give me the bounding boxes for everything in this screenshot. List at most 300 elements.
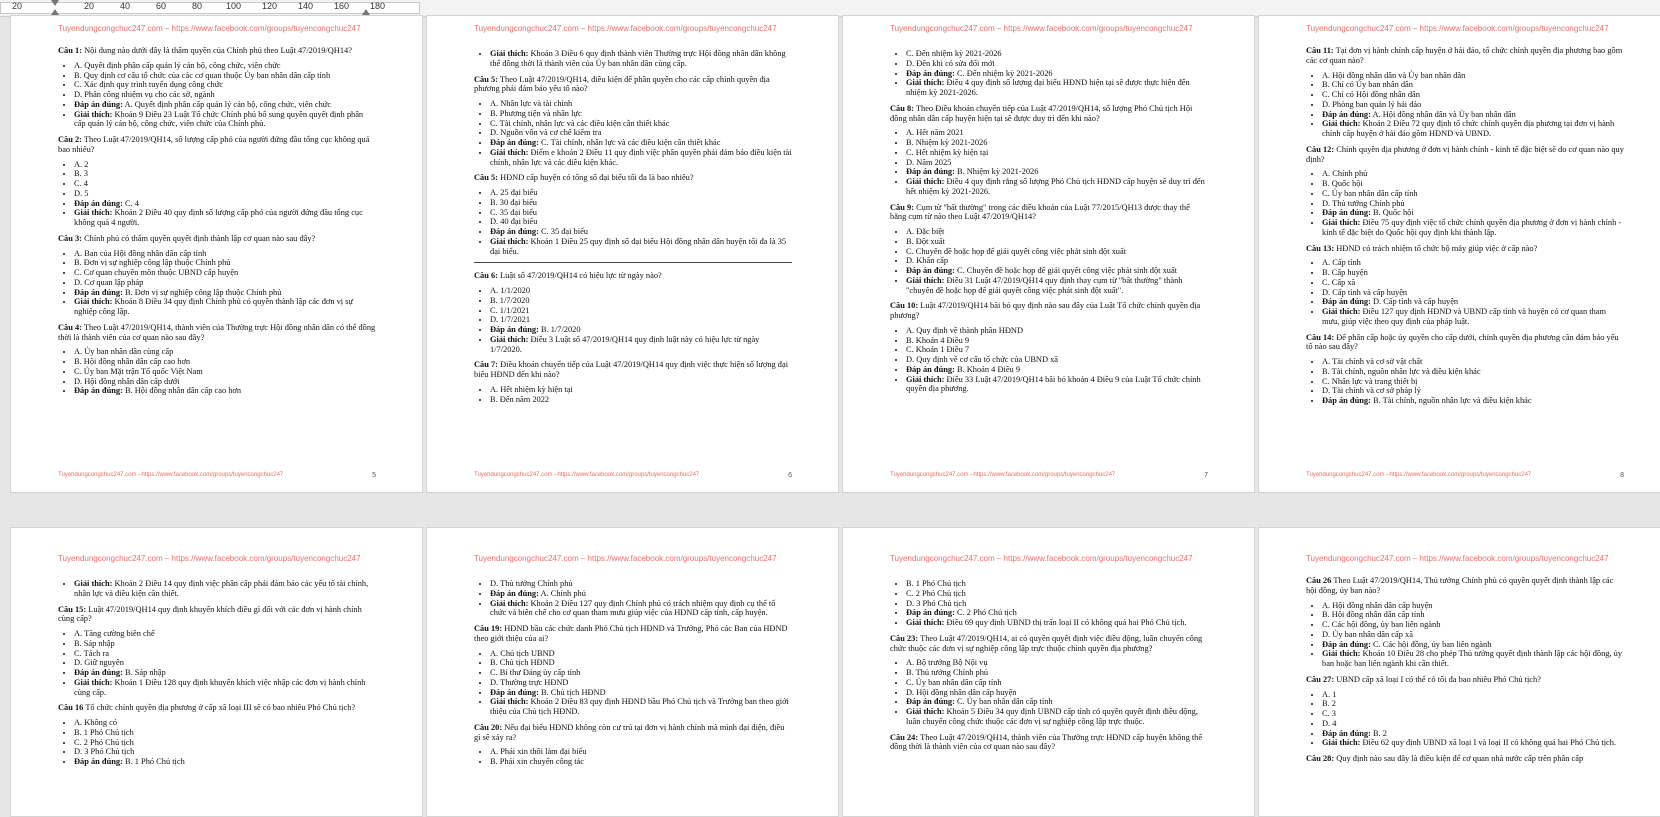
- answer-option: [1322, 690, 1624, 700]
- answer-option: [1322, 71, 1624, 81]
- item-text: B. 30 đại biểu: [490, 197, 537, 207]
- item-label: Giải thích:: [906, 618, 945, 627]
- answer-option: [906, 49, 1208, 59]
- answer-explanation-item: [490, 227, 792, 237]
- item-text: Điểm e khoản 2 Điều 11 quy định việc phân quyền phải đảm bảo điều kiện tài chính, nhân lực và các điều kiện khác.: [490, 147, 792, 167]
- answer-option: [906, 688, 1208, 698]
- question-text: [1306, 46, 1624, 66]
- question-stem: Theo Điều khoản chuyển tiếp của Luật 47/2019/QH14, số lượng Phó Chủ tịch Hội đồng nhân dân cấp huyện hiện tại sẽ được duy trì đến khi nào?: [890, 103, 1193, 123]
- question-text: [58, 323, 376, 343]
- answer-explanation-item: [1322, 649, 1624, 669]
- answer-option: [490, 296, 792, 306]
- item-label: Giải thích:: [1322, 307, 1361, 316]
- answer-option: [906, 336, 1208, 346]
- question-stem: Theo Luật 47/2019/QH14, thành viên của Thường trực Hội đồng nhân dân có thể đồng thời là thành viên của cơ quan nào sau đây?: [58, 322, 376, 342]
- answer-option: [1322, 357, 1624, 367]
- item-text: B. Phương tiện và nhân lực: [490, 108, 582, 118]
- answer-option: [74, 629, 376, 639]
- question-number: Câu 10:: [890, 301, 919, 311]
- item-text: D. Hội đồng nhân dân cấp dưới: [74, 376, 180, 386]
- item-text: Khoản 3 Điều 6 quy định thành viên Thường trực Hội đồng nhân dân không thể đồng thời là thành viên của Ủy ban nhân dân cùng cấp.: [490, 49, 786, 68]
- item-label: Giải thích:: [74, 579, 113, 588]
- answer-option: [74, 747, 376, 757]
- question-number: Câu 8:: [890, 103, 914, 113]
- answer-option: [74, 639, 376, 649]
- answer-option: [490, 217, 792, 227]
- item-text: Điều 127 quy định HĐND và UBND cấp tỉnh và huyện có cơ quan tham mưu, giúp việc theo quy định của pháp luật.: [1322, 307, 1607, 326]
- ruler-label: 100: [226, 1, 242, 11]
- answer-explanation-item: [490, 237, 792, 257]
- item-text: C. 35 đại biểu: [538, 227, 588, 236]
- item-text: A. Nhân lực và tài chính: [490, 99, 573, 108]
- page-body: [890, 576, 1208, 757]
- item-text: B. Đến năm 2022: [490, 394, 550, 404]
- answer-option: [490, 286, 792, 296]
- answer-option: [490, 385, 792, 395]
- answer-option: [74, 357, 376, 367]
- question-stem: Theo Luật 47/2019/QH14, điều kiện để phân quyền cho các cấp chính quyền địa phương phải đảm bảo yếu tố nào?: [474, 74, 770, 94]
- answer-explanation-item: [1322, 738, 1624, 748]
- page-number: 7: [1204, 472, 1208, 479]
- question-text: [474, 173, 792, 183]
- item-text: B. 3: [74, 169, 88, 179]
- answer-option: [906, 138, 1208, 148]
- item-text: C. Khoản 1 Điều 7: [906, 345, 970, 355]
- item-label: Giải thích:: [490, 598, 529, 608]
- question-stem: Theo Luật 47/2019/QH14, thành viên của Thường trực HĐND cấp huyện không thể đồng thời là thành viên của cơ quan nào sau đây?: [890, 732, 1203, 752]
- ruler-label: 40: [120, 1, 131, 11]
- answer-option: [1322, 386, 1624, 396]
- item-label: Giải thích:: [906, 374, 945, 384]
- item-label: Giải thích:: [490, 147, 529, 157]
- answer-explanation-item: [490, 138, 792, 148]
- item-text: C. Xác định quy trình tuyển dụng công chức: [74, 80, 223, 90]
- item-text: C. Các hội đồng, ủy ban liên ngành: [1322, 620, 1441, 629]
- item-text: Điều 4 quy định số lượng đại biểu HĐND hiện tại sẽ được thực hiện đến nhiệm kỳ 2021-2026.: [906, 78, 1190, 97]
- question-number: Câu 11:: [1306, 46, 1334, 55]
- item-text: D. Thường trực HĐND: [490, 677, 569, 687]
- item-text: D. Tài chính và cơ sở pháp lý: [1322, 386, 1421, 396]
- item-label: Đáp án đúng:: [74, 99, 123, 109]
- answer-list: [58, 347, 376, 396]
- question-text: [474, 75, 792, 95]
- page-number: 8: [1620, 472, 1624, 479]
- first-line-indent-marker[interactable]: [51, 0, 59, 6]
- answer-option: [1322, 630, 1624, 640]
- answer-option: [490, 395, 792, 405]
- answer-option: [490, 658, 792, 668]
- question-text: [890, 203, 1208, 223]
- question-stem: HĐND cấp huyện có tổng số đại biểu tối đa là bao nhiêu?: [497, 173, 694, 183]
- question-text: [474, 723, 792, 743]
- answer-option: [1322, 709, 1624, 719]
- answer-explanation-item: [490, 49, 792, 69]
- item-text: C. 2 Phó Chủ tịch: [74, 737, 134, 747]
- answer-option: [1322, 377, 1624, 387]
- answer-explanation-item: [74, 386, 376, 396]
- item-text: B. Cấp huyện: [1322, 268, 1368, 277]
- answer-list: [474, 649, 792, 717]
- page-number: 6: [788, 472, 792, 479]
- answer-option: [906, 579, 1208, 589]
- answer-option: [490, 109, 792, 119]
- item-label: Đáp án đúng:: [1322, 639, 1371, 649]
- item-label: Đáp án đúng:: [906, 266, 955, 275]
- question-number: Câu 16: [58, 703, 84, 713]
- question-number: Câu 19:: [474, 624, 503, 633]
- item-text: C. Chuyên đề hoặc họp để giải quyết công việc phát sinh đột xuất: [906, 246, 1127, 256]
- answer-list: [58, 579, 376, 599]
- answer-option: [74, 377, 376, 387]
- answer-option: [906, 658, 1208, 668]
- ruler-label: 180: [370, 1, 386, 11]
- item-text: C. 1/1/2021: [490, 305, 530, 315]
- item-label: Đáp án đúng:: [490, 325, 539, 334]
- item-text: B. 1 Phó Chủ tịch: [906, 579, 966, 588]
- answer-explanation-item: [1322, 218, 1624, 238]
- question-stem: HĐND có trách nhiệm tổ chức bộ máy giúp việc ở cấp nào?: [1334, 243, 1538, 253]
- item-text: C. Chuyên đề hoặc họp để giải quyết công việc phát sinh đột xuất: [954, 266, 1178, 275]
- question-number: Câu 7:: [474, 360, 498, 370]
- question-stem: Luật số 47/2019/QH14 có hiệu lực từ ngày nào?: [497, 271, 662, 281]
- question-text: [890, 634, 1208, 654]
- item-text: D. Phân công nhiệm vụ cho các sở, ngành: [74, 90, 215, 99]
- item-text: D. Ủy ban nhân dân cấp xã: [1322, 629, 1413, 639]
- item-text: D. Cấp tỉnh và cấp huyện: [1322, 287, 1408, 297]
- answer-list: [58, 160, 376, 228]
- answer-explanation-item: [906, 78, 1208, 98]
- item-text: A. Quyết định phân cấp quản lý cán bộ, công chức, viên chức: [122, 99, 332, 109]
- question-number: Câu 3:: [58, 233, 82, 243]
- item-text: B. Đột xuất: [906, 236, 945, 246]
- item-label: Đáp án đúng:: [906, 697, 955, 707]
- question-text: [1306, 754, 1624, 764]
- answer-explanation-item: [906, 266, 1208, 276]
- item-text: D. 3 Phó Chủ tịch: [74, 747, 135, 757]
- question-text: [58, 234, 376, 244]
- question-stem: HĐND bầu các chức danh Phó Chủ tịch HĐND và Trưởng, Phó các Ban của HĐND theo giới thiệu của ai?: [474, 624, 788, 643]
- answer-explanation-item: [490, 688, 792, 698]
- item-text: B. Hội đồng nhân dân cấp tỉnh: [1322, 610, 1425, 620]
- item-text: A. Tài chính và cơ sở vật chất: [1322, 357, 1423, 366]
- item-text: D. Thủ tướng Chính phủ: [1322, 198, 1405, 208]
- item-label: Giải thích:: [490, 236, 529, 246]
- page-number: 5: [372, 472, 376, 479]
- item-text: B. 2: [1322, 699, 1336, 709]
- question-stem: Để phân cấp hoặc ủy quyền cho cấp dưới, chính quyền địa phương cần đảm bảo yếu tố nào sau đây?: [1306, 332, 1619, 352]
- answer-list: [1306, 169, 1624, 237]
- item-text: A. 1/1/2020: [490, 286, 531, 295]
- answer-list: [58, 61, 376, 129]
- question-text: [890, 104, 1208, 124]
- answer-option: [906, 599, 1208, 609]
- item-text: Khoản 2 Điều 40 quy định số lượng cấp phó của người đứng đầu tổng cục không quá 4 người.: [74, 208, 363, 227]
- answer-explanation-item: [906, 177, 1208, 197]
- answer-list: [474, 579, 792, 618]
- answer-explanation-item: [1322, 119, 1624, 139]
- answer-option: [74, 738, 376, 748]
- page-body: [474, 576, 792, 773]
- question-number: Câu 5:: [474, 173, 498, 183]
- answer-explanation-item: [906, 618, 1208, 628]
- answer-explanation-item: [74, 757, 376, 767]
- answer-explanation-item: [74, 668, 376, 678]
- item-text: A. Chủ tịch UBND: [490, 648, 555, 658]
- question-text: [1306, 244, 1624, 254]
- page-footer: [1306, 472, 1624, 478]
- question-stem: Điều khoản chuyển tiếp của Luật 47/2019/QH14 quy định việc thực hiện số lượng đại biểu HĐND đến khi nào?: [474, 360, 789, 379]
- question-stem: Luật 47/2019/QH14 quy định khuyến khích điều gì đối với các đơn vị hành chính cùng cấp?: [58, 604, 362, 624]
- item-text: C. Đến nhiệm kỳ 2021-2026: [954, 68, 1053, 78]
- answer-explanation-item: [490, 599, 792, 619]
- item-label: Đáp án đúng:: [74, 287, 123, 297]
- answer-list: [474, 49, 792, 69]
- item-label: Giải thích:: [74, 208, 113, 218]
- item-text: D. Đến khi có sửa đổi mới: [906, 58, 995, 68]
- item-text: B. Khoản 4 Điều 9: [954, 364, 1021, 374]
- item-label: Đáp án đúng:: [490, 227, 539, 236]
- answer-option: [906, 158, 1208, 168]
- question-number: Câu 27:: [1306, 674, 1335, 684]
- item-label: Giải thích:: [74, 109, 113, 119]
- item-text: D. Năm 2025: [906, 157, 952, 167]
- item-text: D. 5: [74, 188, 89, 198]
- page-header: Tuyendungcongchuc247.com – https://www.facebook.com/groups/tuyencongchuc247: [474, 554, 777, 563]
- page-body: [1306, 46, 1624, 412]
- answer-option: [1322, 699, 1624, 709]
- document-page: [426, 15, 839, 493]
- item-text: A. 2: [74, 159, 89, 169]
- question-number: Câu 26: [1306, 576, 1332, 585]
- answer-option: [906, 237, 1208, 247]
- ruler-label: 140: [298, 1, 314, 11]
- answer-option: [906, 326, 1208, 336]
- item-text: D. Nguồn vốn và cơ chế kiểm tra: [490, 128, 602, 138]
- item-text: C. 2 Phó Chủ tịch: [906, 588, 966, 598]
- item-text: Khoản 5 Điều 34 quy định UBND cấp tỉnh có quyền quyết định điều động, luân chuyển công chức thuộc các đơn vị sự nghiệp công lập trực thuộc.: [906, 707, 1198, 726]
- page-body: [474, 46, 792, 410]
- question-stem: Chính quyền địa phương ở đơn vị hành chính - kinh tế đặc biệt sẽ do cơ quan nào quy định?: [1306, 144, 1624, 164]
- question-number: Câu 14:: [1306, 332, 1335, 342]
- footer-link: Tuyendungcongchuc247.com –https://www.facebook.com/groups/tuyencongchuc247: [58, 472, 284, 478]
- answer-option: [490, 757, 792, 767]
- question-stem: Theo Luật 47/2019/QH14, Thủ tướng Chính phủ có quyền quyết định thành lập các hội đồng, ủy ban nào?: [1306, 576, 1614, 595]
- item-label: Giải thích:: [906, 707, 945, 716]
- item-text: C. 3: [1322, 709, 1336, 718]
- item-text: B. Nhiệm kỳ 2021-2026: [906, 138, 988, 147]
- item-text: A. Đặc biệt: [906, 227, 945, 236]
- document-page: [842, 527, 1255, 817]
- answer-option: [1322, 601, 1624, 611]
- item-text: B. 1/7/2020: [490, 295, 530, 305]
- item-text: Điều 3 Luật số 47/2019/QH14 quy định luật này có hiệu lực từ ngày 1/7/2020.: [490, 334, 760, 354]
- item-label: Giải thích:: [74, 677, 113, 687]
- answer-option: [1322, 189, 1624, 199]
- item-label: Giải thích:: [1322, 649, 1361, 659]
- answer-option: [1322, 258, 1624, 268]
- answer-explanation-item: [74, 110, 376, 130]
- answer-explanation-item: [906, 707, 1208, 727]
- item-text: B. Chủ tịch HĐND: [490, 658, 555, 668]
- answer-option: [906, 148, 1208, 158]
- page-body: [890, 46, 1208, 400]
- answer-explanation-item: [906, 608, 1208, 618]
- item-text: Điều 31 Luật 47/2019/QH14 quy định thay cụm từ "bất thường" thành "chuyên đề hoặc họp để giải quyết công việc phát sinh đột xuất".: [906, 275, 1183, 295]
- item-text: Khoản 1 Điều 128 quy định khuyến khích việc nhập các đơn vị hành chính cùng cấp.: [74, 677, 366, 697]
- answer-option: [1322, 620, 1624, 630]
- item-label: Đáp án đúng:: [1322, 109, 1371, 119]
- question-number: Câu 24:: [890, 732, 919, 742]
- answer-option: [1322, 169, 1624, 179]
- item-text: Điều 69 quy định UBND thị trấn loại II có không quá hai Phó Chủ tịch.: [944, 618, 1187, 627]
- item-text: A. Hết nhiệm kỳ hiện tại: [490, 384, 573, 394]
- document-page: [1258, 15, 1660, 493]
- item-label: Giải thích:: [906, 78, 945, 88]
- answer-explanation-item: [74, 678, 376, 698]
- answer-option: [906, 256, 1208, 266]
- answer-explanation-item: [74, 100, 376, 110]
- answer-option: [74, 71, 376, 81]
- question-number: Câu 15:: [58, 604, 87, 614]
- item-text: Khoản 2 Điều 127 quy định Chính phủ có trách nhiệm quy định cụ thể tổ chức và biên chế cho cơ quan tham mưu giúp việc của HĐND cấp tỉnh, cấp huyện.: [490, 598, 776, 618]
- page-header: Tuyendungcongchuc247.com – https://www.facebook.com/groups/tuyencongchuc247: [474, 24, 777, 33]
- question-stem: UBND cấp xã loại I có thể có tối đa bao nhiêu Phó Chủ tịch?: [1334, 674, 1541, 684]
- answer-option: [74, 658, 376, 668]
- item-text: D. 40 đại biểu: [490, 217, 538, 227]
- answer-option: [490, 208, 792, 218]
- answer-option: [490, 747, 792, 757]
- item-text: B. Nhiệm kỳ 2021-2026: [954, 167, 1039, 177]
- item-text: Điều 62 quy định UBND xã loại I và loại II có không quá hai Phó Chủ tịch.: [1360, 738, 1617, 748]
- item-text: C. Nhân lực và trang thiết bị: [1322, 376, 1418, 386]
- question-number: Câu 5:: [474, 74, 498, 84]
- document-page: [842, 15, 1255, 493]
- page-header: Tuyendungcongchuc247.com – https://www.facebook.com/groups/tuyencongchuc247: [890, 554, 1193, 563]
- ruler-label: 80: [192, 1, 203, 11]
- item-label: Đáp án đúng:: [74, 668, 123, 677]
- answer-list: [1306, 690, 1624, 749]
- item-label: Đáp án đúng:: [74, 386, 123, 396]
- answer-option: [490, 579, 792, 589]
- answer-list: [58, 629, 376, 697]
- page-footer: [58, 472, 376, 478]
- answer-list: [58, 249, 376, 317]
- item-text: C. 35 đại biểu: [490, 207, 537, 217]
- item-text: C. Tách ra: [74, 648, 109, 658]
- answer-option: [906, 59, 1208, 69]
- page-header: Tuyendungcongchuc247.com – https://www.facebook.com/groups/tuyencongchuc247: [1306, 24, 1609, 33]
- item-label: Đáp án đúng:: [490, 588, 539, 598]
- item-text: B. Quy định cơ cấu tổ chức của các cơ quan thuộc Ủy ban nhân dân cấp tỉnh: [74, 70, 331, 80]
- item-text: C. Tài chính, nhân lực và các điều kiện cần thiết khác: [538, 138, 721, 147]
- item-text: C. Ủy ban nhân dân cấp tỉnh: [954, 697, 1053, 707]
- answer-list: [474, 286, 792, 354]
- question-text: [1306, 675, 1624, 685]
- answer-explanation-item: [906, 375, 1208, 395]
- item-text: B. Quốc hội: [1322, 179, 1363, 188]
- item-text: C. 2 Phó Chủ tịch: [954, 608, 1017, 618]
- question-text: [1306, 145, 1624, 165]
- item-text: C. Các hội đồng, ủy ban liên ngành: [1370, 639, 1492, 649]
- question-number: Câu 9:: [890, 202, 914, 212]
- answer-option: [74, 258, 376, 268]
- answer-option: [74, 347, 376, 357]
- answer-list: [58, 718, 376, 767]
- item-text: A. Chính phủ: [1322, 169, 1368, 179]
- item-text: A. Ủy ban nhân dân cùng cấp: [74, 347, 174, 357]
- item-text: B. Hội đồng nhân dân cấp cao hơn: [74, 357, 191, 366]
- answer-option: [74, 718, 376, 728]
- answer-option: [1322, 719, 1624, 729]
- question-stem: Chính phủ có thẩm quyền quyết định thành lập cơ quan nào sau đây?: [81, 233, 316, 243]
- answer-option: [490, 198, 792, 208]
- item-text: A. Hội đồng nhân dân cấp huyện: [1322, 600, 1433, 610]
- question-text: [474, 271, 792, 281]
- answer-list: [890, 49, 1208, 98]
- answer-option: [1322, 610, 1624, 620]
- item-text: C. Bí thư Đảng ủy cấp tỉnh: [490, 668, 581, 677]
- item-text: C. Chỉ có Hội đồng nhân dân: [1322, 90, 1420, 99]
- answer-list: [474, 99, 792, 167]
- question-text: [890, 733, 1208, 753]
- question-text: [890, 301, 1208, 321]
- answer-option: [490, 128, 792, 138]
- item-text: B. Thủ tướng Chính phủ: [906, 668, 989, 677]
- page-body: [58, 576, 376, 773]
- question-stem: Tại đơn vị hành chính cấp huyện ở hải đảo, tổ chức chính quyền địa phương bao gồm các cơ quan nào?: [1306, 46, 1623, 65]
- answer-list: [890, 579, 1208, 628]
- answer-list: [1306, 71, 1624, 139]
- question-text: [474, 360, 792, 380]
- item-text: Khoản 2 Điều 83 quy định HĐND bầu Phó Chủ tịch và Trưởng ban theo giới thiệu của Chủ tịch HĐND.: [490, 697, 789, 716]
- item-text: B. Tài chính, nguồn nhân lực và điều kiện khác: [1322, 366, 1481, 376]
- document-page: [10, 527, 423, 817]
- item-label: Đáp án đúng:: [906, 167, 955, 177]
- item-text: D. 4: [1322, 718, 1337, 728]
- page-body: [58, 46, 376, 402]
- item-text: C. Hết nhiệm kỳ hiện tại: [906, 147, 989, 157]
- item-text: Khoản 9 Điều 23 Luật Tổ chức Chính phủ bổ sung quyền quyết định phân cấp quản lý cán bộ, công chức, viên chức của Chính phủ.: [74, 109, 364, 129]
- item-label: Đáp án đúng:: [906, 68, 955, 78]
- page-body: [1306, 576, 1624, 769]
- answer-explanation-item: [74, 579, 376, 599]
- item-text: B. Chủ tịch HĐND: [538, 687, 606, 697]
- item-label: Giải thích:: [490, 697, 529, 707]
- item-text: A. 1: [1322, 689, 1337, 699]
- question-text: [58, 135, 376, 155]
- item-text: A. Hội đồng nhân dân và Ủy ban nhân dân: [1370, 109, 1516, 119]
- item-text: B. Sáp nhập: [74, 638, 115, 648]
- item-text: D. Hội đồng nhân dân cấp huyện: [906, 687, 1017, 697]
- item-text: Điều 4 quy định rằng số lượng Phó Chủ tịch HĐND cấp huyện sẽ duy trì đến hết nhiệm kỳ 2021-2026.: [906, 177, 1205, 196]
- item-text: D. Khẩn cấp: [906, 256, 949, 266]
- answer-option: [906, 247, 1208, 257]
- answer-option: [74, 278, 376, 288]
- item-text: A. Hết năm 2021: [906, 128, 964, 138]
- item-text: A. Quyết định phân cấp quản lý cán bộ, công chức, viên chức: [74, 60, 281, 70]
- answer-option: [1322, 90, 1624, 100]
- item-text: B. Chỉ có Ủy ban nhân dân: [1322, 80, 1413, 90]
- item-label: Giải thích:: [906, 177, 945, 186]
- item-label: Giải thích:: [74, 297, 113, 307]
- answer-list: [474, 188, 792, 256]
- ruler-label: 120: [262, 1, 278, 11]
- answer-option: [1322, 80, 1624, 90]
- question-number: Câu 13:: [1306, 243, 1335, 253]
- item-text: A. Ban của Hội đồng nhân dân cấp tỉnh: [74, 248, 207, 258]
- answer-option: [74, 169, 376, 179]
- answer-option: [1322, 179, 1624, 189]
